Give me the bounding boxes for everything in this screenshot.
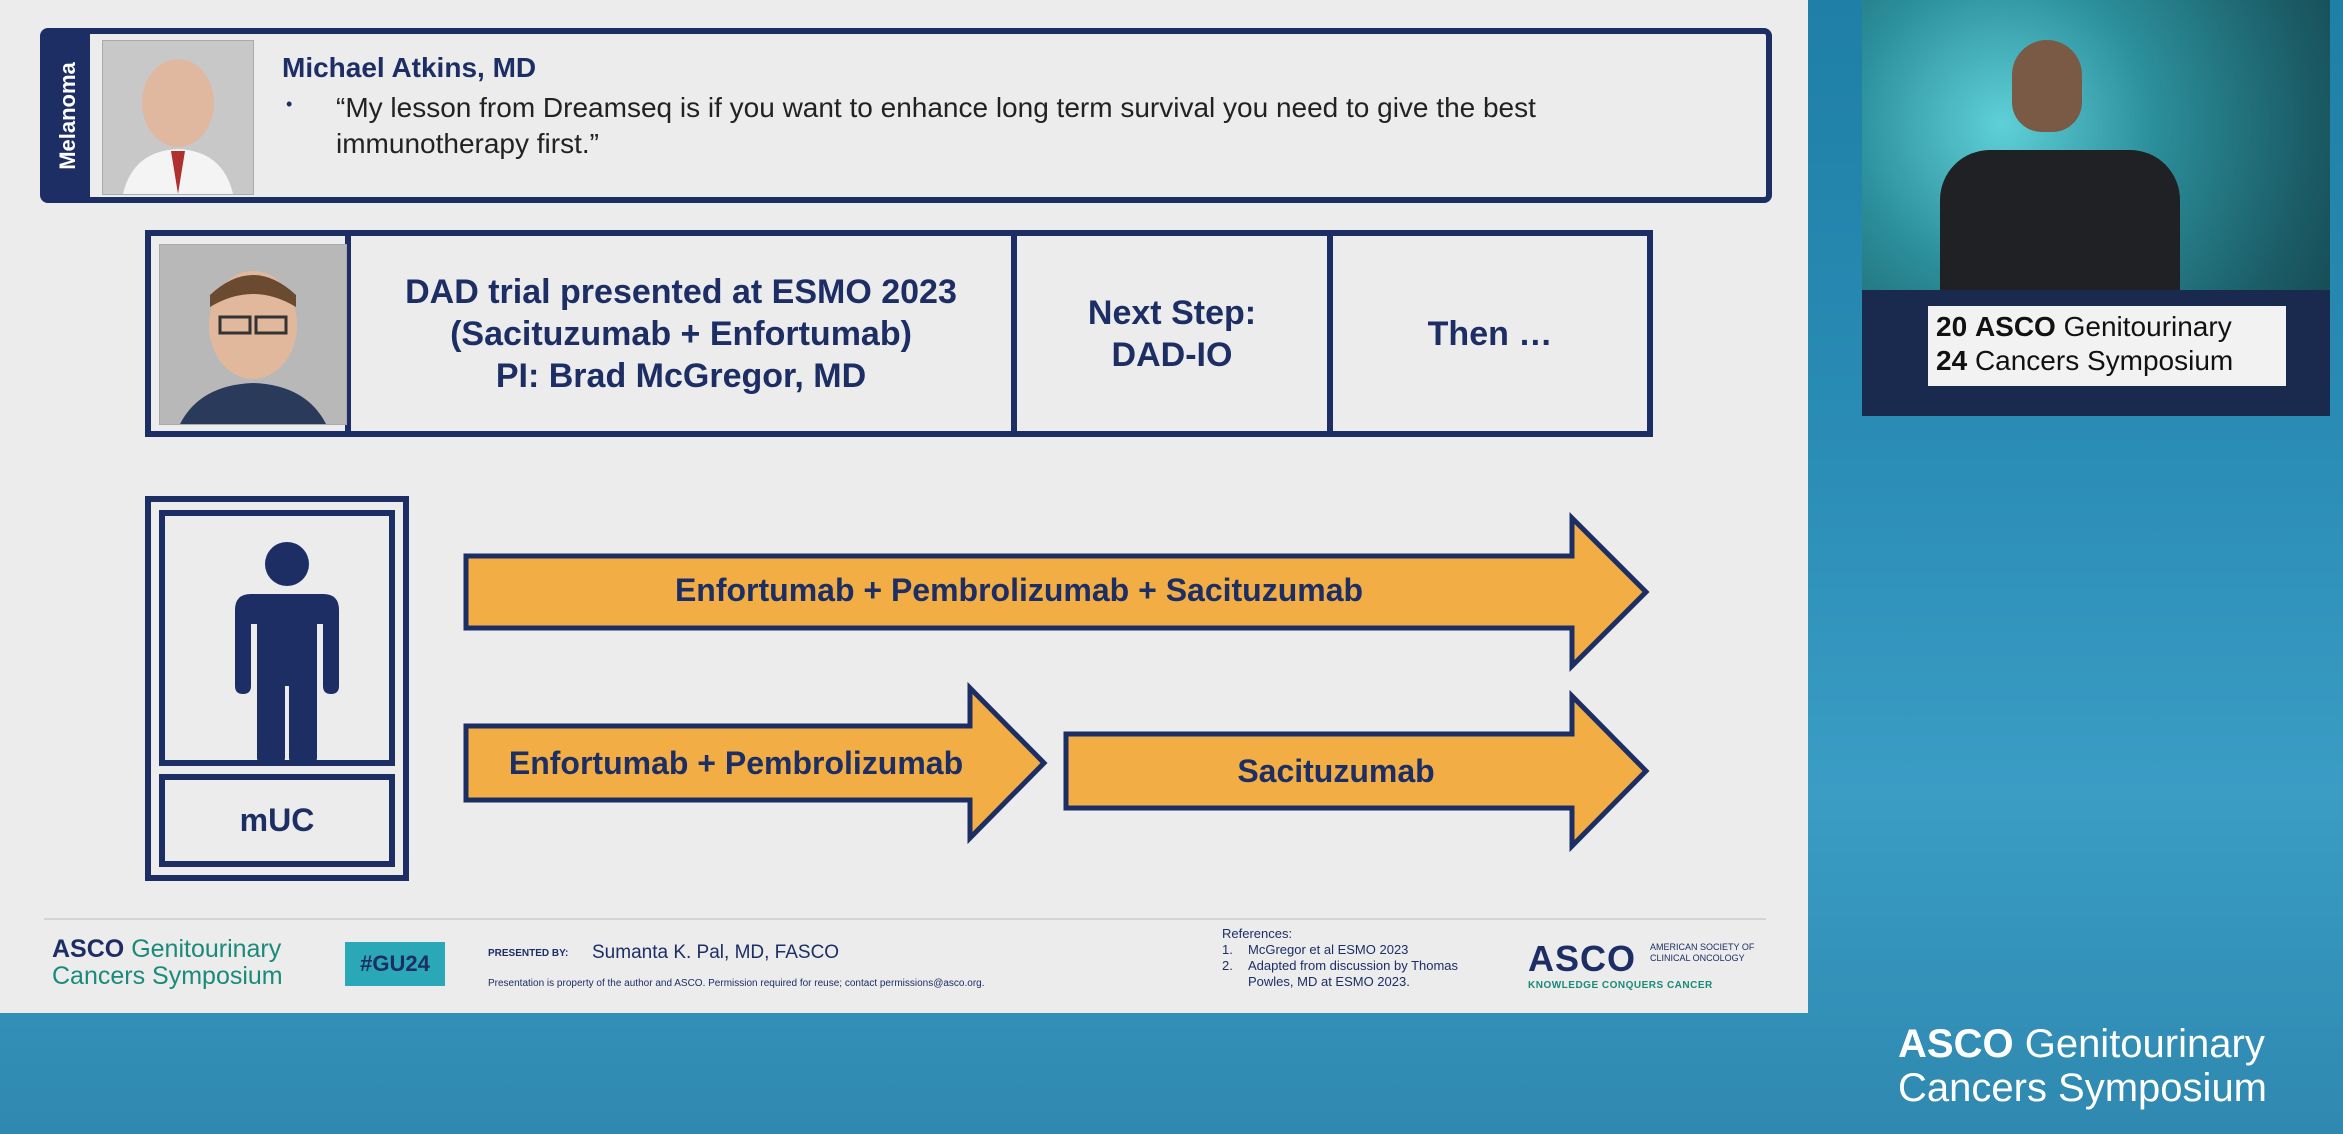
bottom-line-1: Genitourinary [2024,1022,2265,1066]
footer-divider [44,918,1766,920]
presenter-name: Sumanta K. Pal, MD, FASCO [592,942,840,963]
footer-asco-gu: Genitourinary [131,935,282,963]
dad-trial-line-1: DAD trial presented at ESMO 2023 [405,272,957,311]
dad-trial-line-3: PI: Brad McGregor, MD [495,356,867,395]
atkins-quote-text: “My lesson from Dreamseq is if you want to enhance long term survival you need to give the best immunotherapy first.” [336,92,1536,159]
asco-logo-text: ASCO [1528,938,1637,979]
sign-line-2: Cancers Symposium [1974,345,2234,376]
ref-1-text: McGregor et al ESMO 2023 [1248,942,1409,957]
arrow-bottom-left-label: Enfortumab + Pembrolizumab [508,745,964,781]
references [1222,926,1502,990]
property-notice: Presentation is property of the author and ASCO. Permission required for reuse; contact permissions@asco.org. [488,978,985,989]
speaker-head [2012,40,2082,132]
sign-line-1: Genitourinary [2063,311,2232,342]
ref-1-number: 1. [1222,942,1233,957]
speaker-video-inset [1862,0,2330,416]
arrow-top-label: Enfortumab + Pembrolizumab + Sacituzumab [674,572,1364,608]
footer-asco-line2: Cancers Symposium [52,962,283,990]
asco-logo-small: AMERICAN SOCIETY OF CLINICAL ONCOLOGY [1650,942,1755,963]
arrow-bottom-right-label: Sacituzumab [1237,753,1435,789]
hashtag-text: #GU24 [360,951,430,976]
asco-society-logo [1528,938,1755,991]
atkins-name: Michael Atkins, MD [282,52,537,83]
ref-2-text: Adapted from discussion by Thomas Powles, MD at ESMO 2023. [1248,958,1459,989]
podium [1862,290,2330,416]
sign-year-2: 24 [1936,345,1968,376]
bottom-asco: ASCO [1898,1022,2014,1066]
patient-label: mUC [239,802,315,838]
ref-2-number: 2. [1222,958,1233,973]
dad-trial-line-2: (Sacituzumab + Enfortumab) [450,314,912,353]
broadcast-asco-logo [1898,1022,2267,1110]
podium-sign [1928,306,2286,386]
hashtag-badge [345,942,445,986]
sign-year-1: 20 [1936,311,1968,342]
bottom-line-2: Cancers Symposium [1898,1066,2268,1110]
presented-by-label: PRESENTED BY: [488,948,569,959]
next-step-line-1: Next Step: [1087,293,1257,332]
footer-asco-bold: ASCO [52,935,125,963]
then-text: Then … [1427,314,1553,353]
side-tab-label: Melanoma [55,61,80,170]
footer-asco-gu-logo [52,936,283,990]
bullet-marker: • [286,94,293,114]
references-title: References: [1222,926,1293,941]
asco-logo-tagline: KNOWLEDGE CONQUERS CANCER [1528,980,1713,991]
sign-asco: ASCO [1974,311,2056,342]
next-step-line-2: DAD-IO [1111,335,1233,374]
